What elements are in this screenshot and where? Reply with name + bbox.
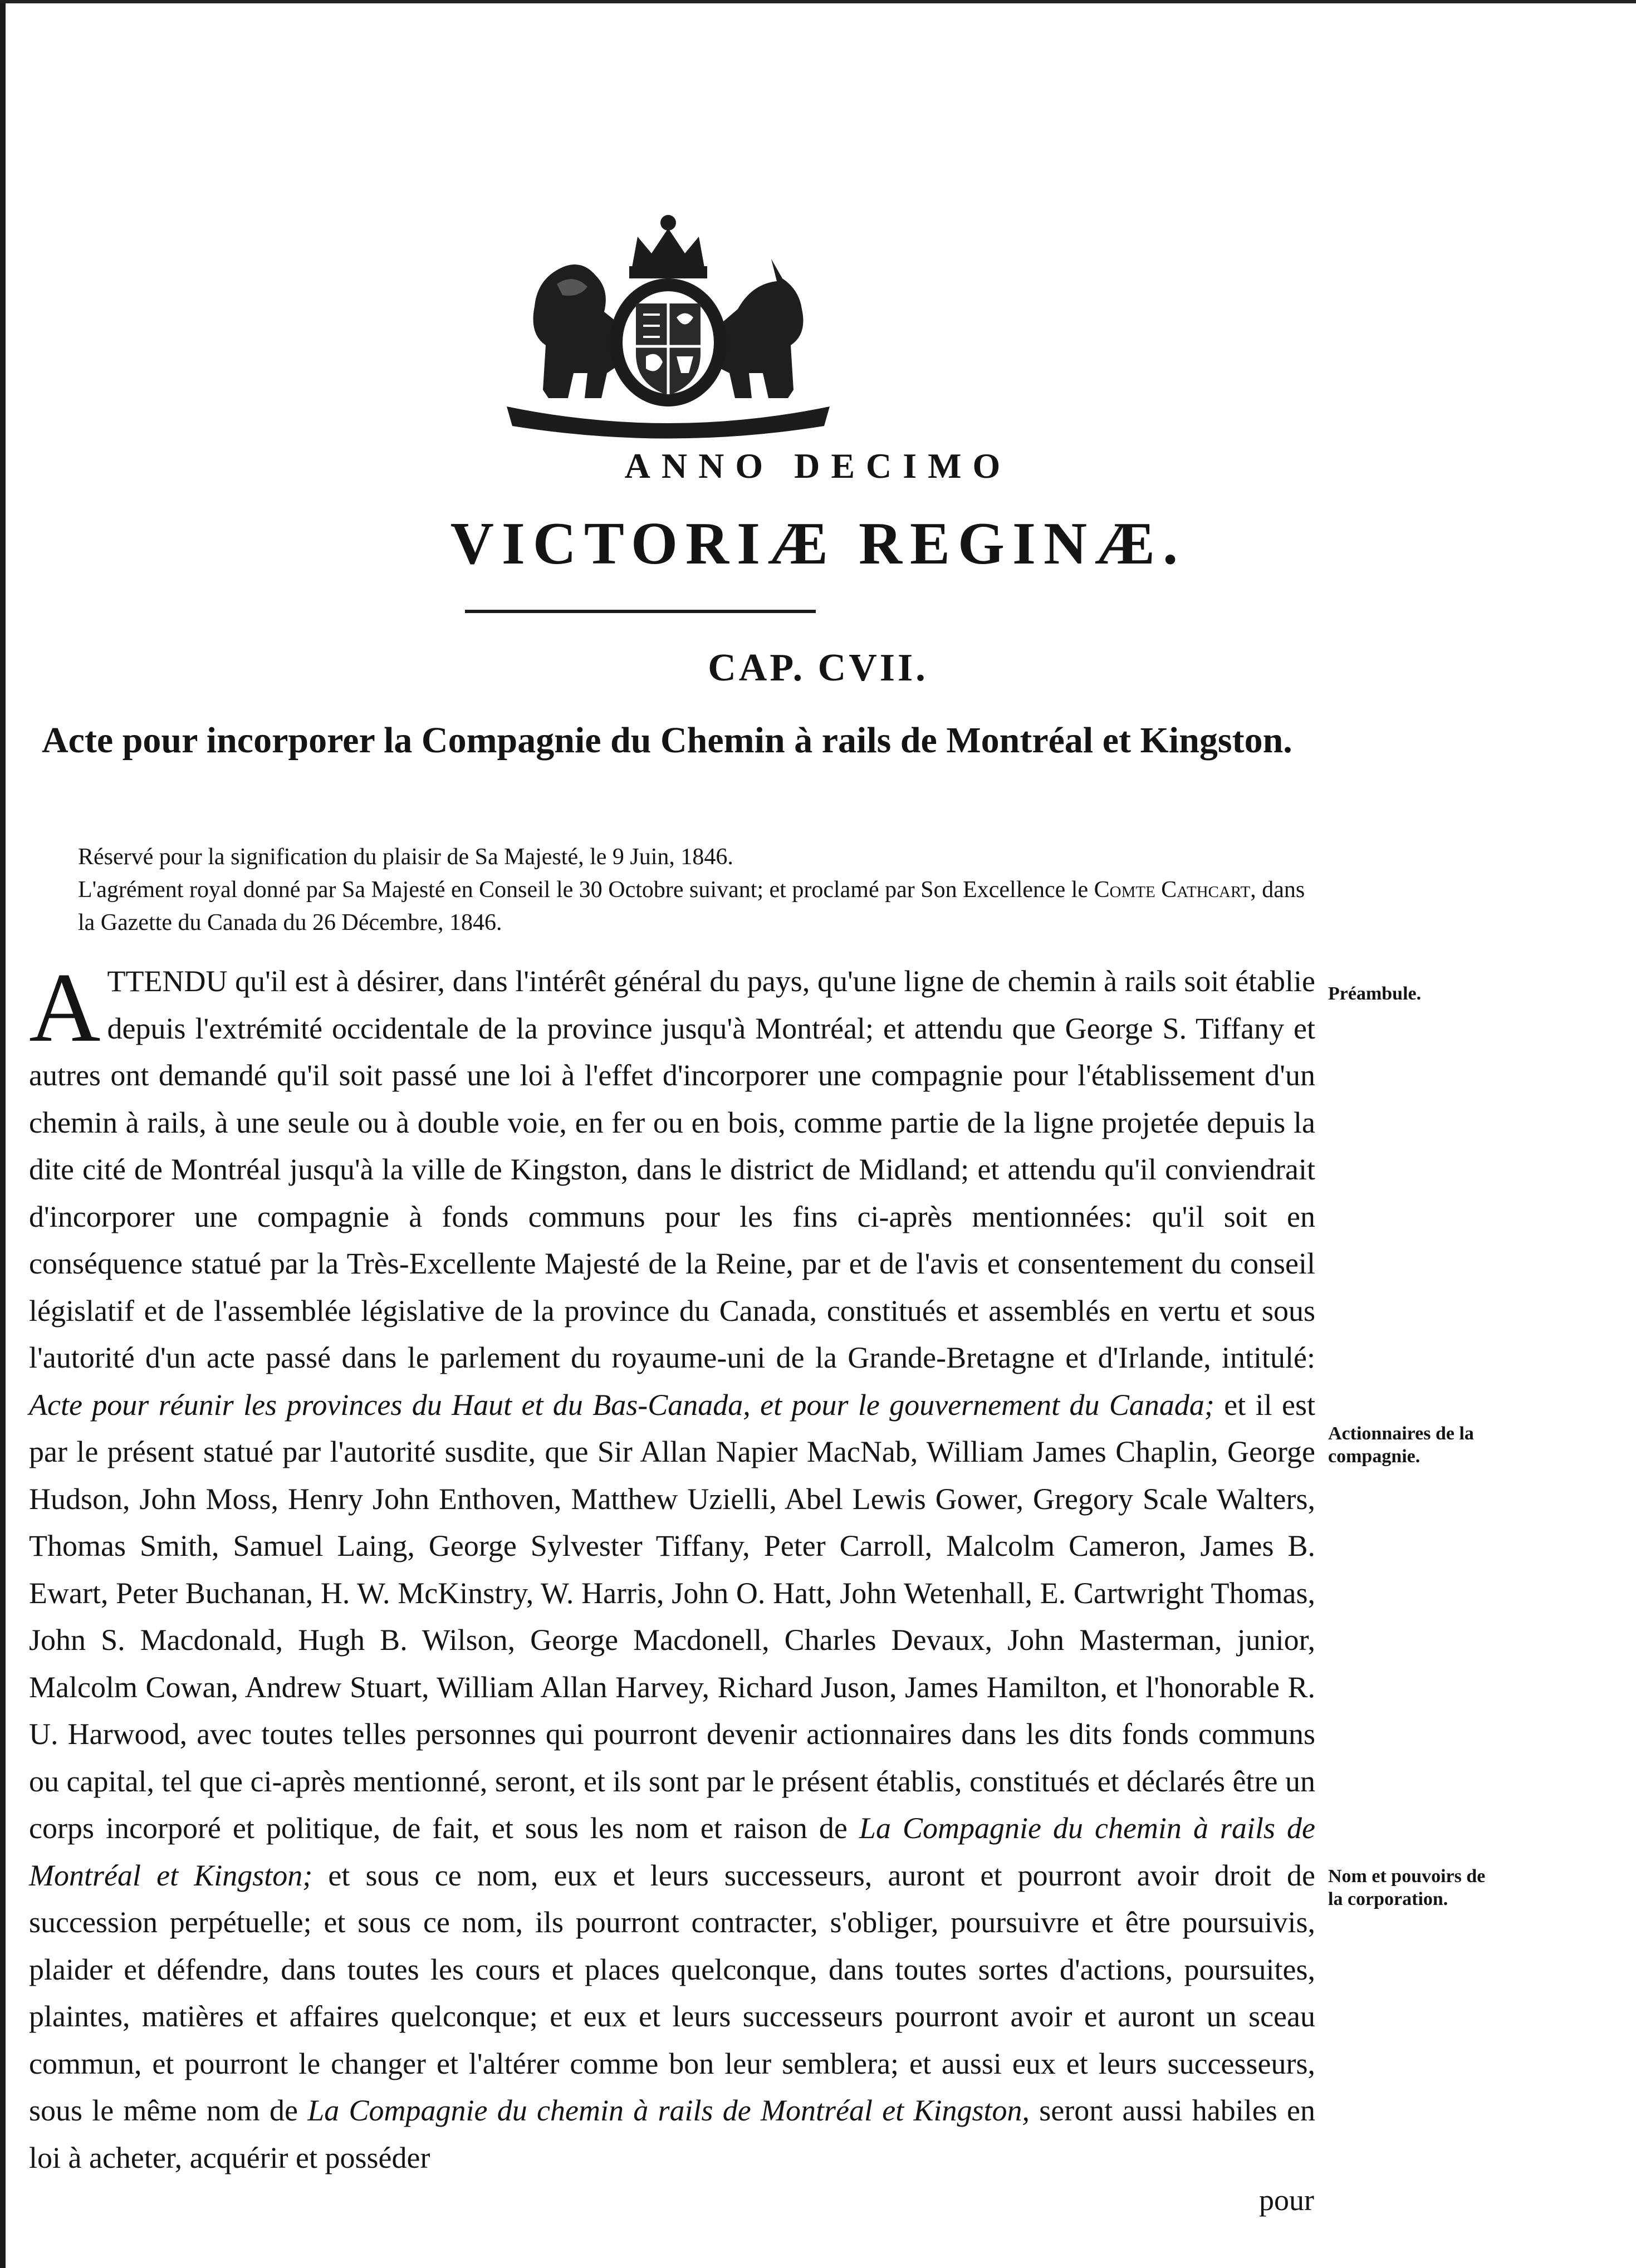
heading-divider [465, 610, 816, 613]
assent-notes [78, 841, 1325, 939]
assent-note [78, 874, 1325, 939]
body-text-2: et il est par le présent statué par l'autorité susdite, que Sir Allan Napier MacNab, William James Chaplin, George Hudson, John Moss, Henry John Enthoven, Matthew Uzielli, Abel Lewis Gower, Gregory Scale Walters, Thomas Smith, Samuel Laing, George Sylvester Tiffany, Peter Carroll, Malcolm Cameron, James B. Ewart, Peter Buchanan, H. W. McKinstry, W. Harris, John O. Hatt, John Wetenhall, E. Cartwright Thomas, John S. Macdonald, Hugh B. Wilson, George Macdonell, Charles Devaux, John Masterman, junior, Malcolm Cowan, Andrew Stuart, William Allan Harvey, Richard Juson, James Hamilton, et l'honorable R. U. Harwood, avec toutes telles personnes qui pourront devenir actionnaires dans les dits fonds communs ou capital, tel que ci-après mentionné, seront, et ils sont par le présent établis, constitués et déclarés être un corps incorporé et politique, de fait, et sous les nom et raison de [29, 1388, 1315, 1845]
margin-note-preamble: Préambule. [1328, 983, 1422, 1004]
reserved-note: Réservé pour la signification du plaisir de Sa Majesté, le 9 Juin, 1846. [78, 844, 733, 870]
royal-coat-of-arms-icon [490, 206, 846, 440]
page-top-edge [0, 0, 1636, 3]
assent-note-name: Comte Cathcart [1094, 876, 1251, 903]
page-left-edge [0, 0, 6, 2268]
assent-note-part-1: L'agrément royal donné par Sa Majesté en Conseil le 30 Octobre suivant; et proclamé par Son Excellence le [78, 876, 1094, 903]
body-italic-3: La Compagnie du chemin à rails de Montréal et Kingston, [307, 2094, 1030, 2127]
margin-note-shareholders: Actionnaires de la compagnie. [1328, 1423, 1474, 1467]
body-text-1: TTENDU qu'il est à désirer, dans l'intérêt général du pays, qu'une ligne de chemin à rails soit établie depuis l'extrémité occidentale de la province jusqu'à Montréal; et attendu que George S. Tiffany et autres ont demandé qu'il soit passé une loi à l'effet d'incorporer une compagnie pour l'établissement d'un chemin à rails, à une seule ou à double voie, en fer ou en bois, comme partie de la ligne projetée depuis la dite cité de Montréal jusqu'à la ville de Kingston, dans le district de Midland; et attendu qu'il conviendrait d'incorporer une compagnie à fonds communs pour les fins ci-après mentionnées: qu'il soit en conséquence statué par la Très-Excellente Majesté de la Reine, par et de l'avis et consentement du conseil législatif et de l'assemblée législative de la province du Canada, constitués et assemblés en vertu et sous l'autorité d'un acte passé dans le parlement du royaume-uni de la Grande-Bretagne et d'Irlande, intitulé: [29, 964, 1315, 1374]
act-title: Acte pour incorporer la Compagnie du Chemin à rails de Montréal et Kingston. [42, 720, 1292, 761]
margin-note-name-powers: Nom et pouvoirs de la corporation. [1328, 1866, 1486, 1909]
body-text-4: seront aussi habiles en loi à acheter, acquérir et posséder [29, 2094, 1315, 2174]
body-italic-2: La Compagnie du chemin à rails de Montréal et Kingston; [29, 1811, 1315, 1892]
body-italic-1: Acte pour réunir les provinces du Haut et du Bas-Canada, et pour le gouvernement du Canada; [29, 1388, 1214, 1422]
body-text-3: et sous ce nom, eux et leurs successeurs, auront et pourront avoir droit de succession perpétuelle; et sous ce nom, ils pourront contracter, s'obliger, poursuivre et être poursuivis, plaider et défendre, dans toutes les cours et places quelconque, dans toutes sortes d'actions, poursuites, plaintes, matières et affaires quelconque; et eux et leurs successeurs pourront avoir et auront un sceau commun, et pourront le changer et l'altérer comme bon leur semblera; et aussi eux et leurs successeurs, sous le même nom de [29, 1858, 1315, 2127]
regnal-year-heading: ANNO DECIMO [624, 446, 1012, 486]
assent-note-part-2: , dans la Gazette du Canada du 26 Décembre, 1846. [78, 876, 1305, 935]
drop-cap: A [29, 952, 101, 1062]
chapter-heading: CAP. CVII. [708, 646, 928, 689]
preamble-paragraph [29, 952, 1315, 2181]
catchword: pour [1259, 2183, 1314, 2217]
reign-heading: VICTORIÆ REGINÆ. [450, 511, 1186, 577]
act-body [29, 952, 1315, 2181]
